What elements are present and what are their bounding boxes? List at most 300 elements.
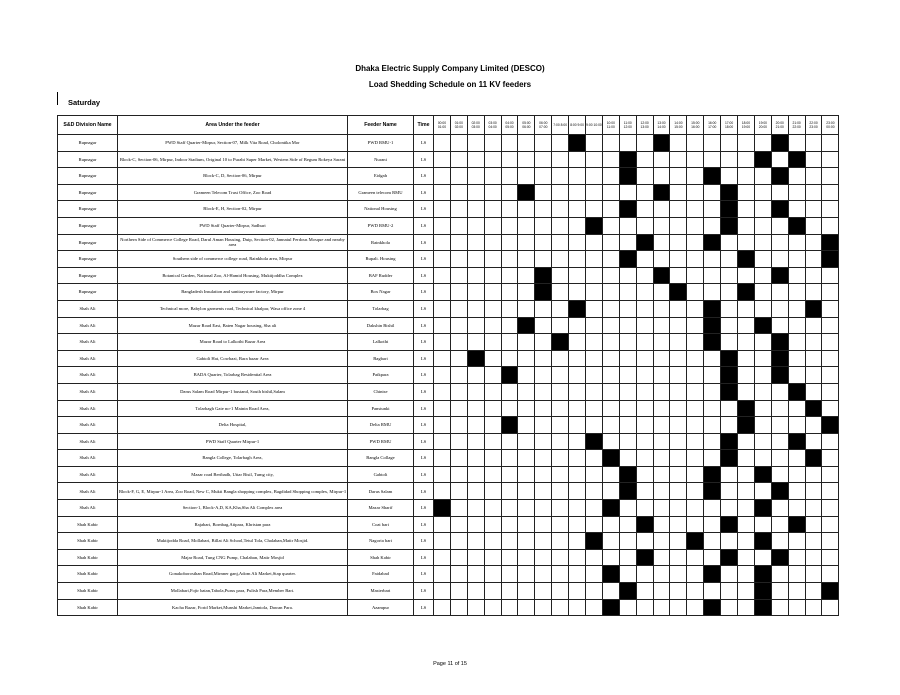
slot-cell [653,284,670,301]
slot-cell [822,284,839,301]
slot-cell [586,284,603,301]
division-cell: Shah Ali [58,466,118,483]
table-row [58,135,839,152]
slot-cell [484,350,501,367]
slot-cell [569,217,586,234]
slot-cell [434,433,451,450]
load-shed-slot [754,566,771,583]
slot-cell [805,583,822,600]
load-shed-slot [535,284,552,301]
slot-cell [771,516,788,533]
slot-cell [586,234,603,251]
slot-cell [552,400,569,417]
load-shed-slot [721,549,738,566]
area-cell: Darus Salam Road Mirpur-1 bustand, South bishil,Salam [118,383,348,400]
slot-cell [602,317,619,334]
slot-cell [586,549,603,566]
load-shed-slot [586,533,603,550]
feeder-cell: Bangla Collage [348,450,414,467]
slot-cell [586,383,603,400]
slot-cell [434,284,451,301]
load-shed-slot [687,533,704,550]
slot-cell [569,334,586,351]
slot-cell [653,549,670,566]
load-shed-slot [619,201,636,218]
load-shed-slot [467,350,484,367]
slot-cell [754,284,771,301]
slot-cell [704,184,721,201]
division-cell: Rupnagar [58,151,118,168]
slot-cell [586,151,603,168]
time-cell: LS [414,599,434,616]
slot-cell [552,583,569,600]
slot-cell [771,533,788,550]
load-shed-slot [602,450,619,467]
time-cell: LS [414,300,434,317]
slot-cell [721,251,738,268]
slot-cell [687,251,704,268]
load-shed-slot [518,184,535,201]
slot-cell [552,217,569,234]
time-cell: LS [414,549,434,566]
slot-cell [670,483,687,500]
slot-cell [822,184,839,201]
slot-cell [822,317,839,334]
slot-cell [602,516,619,533]
slot-cell [602,217,619,234]
slot-cell [687,234,704,251]
slot-cell [467,168,484,185]
time-slot-header: 16:00 17:00 [704,116,721,135]
slot-cell [670,566,687,583]
slot-cell [518,135,535,152]
time-cell: LS [414,383,434,400]
slot-cell [653,433,670,450]
feeder-cell: Darus Salam [348,483,414,500]
load-shed-slot [738,417,755,434]
slot-cell [636,217,653,234]
slot-cell [754,483,771,500]
slot-cell [687,184,704,201]
slot-cell [602,251,619,268]
slot-cell [653,367,670,384]
division-cell: Shah Ali [58,350,118,367]
feeder-cell: National Housing [348,201,414,218]
slot-cell [704,151,721,168]
area-cell: Majar Road, Tung CNG Pump, Chalaban, Matir Mosjid [118,549,348,566]
slot-cell [586,367,603,384]
slot-cell [602,483,619,500]
slot-cell [636,400,653,417]
area-cell: Gonakoborosthan Road,Mirnner ganj,Adom Ali Market,Stap quarter. [118,566,348,583]
slot-cell [738,234,755,251]
slot-cell [518,267,535,284]
slot-cell [636,566,653,583]
table-row [58,500,839,517]
slot-cell [771,251,788,268]
slot-cell [552,433,569,450]
slot-cell [687,383,704,400]
slot-cell [805,350,822,367]
slot-cell [602,201,619,218]
time-slot-header: 05:00 06:00 [518,116,535,135]
slot-cell [619,417,636,434]
slot-cell [484,251,501,268]
slot-cell [771,284,788,301]
slot-cell [619,367,636,384]
time-cell: LS [414,450,434,467]
slot-cell [535,417,552,434]
slot-cell [805,483,822,500]
load-shed-slot [788,217,805,234]
slot-cell [619,400,636,417]
division-cell: Shah Ali [58,450,118,467]
slot-cell [535,533,552,550]
slot-cell [805,466,822,483]
load-shed-slot [771,334,788,351]
slot-cell [653,217,670,234]
slot-cell [569,566,586,583]
load-shed-slot [704,483,721,500]
table-row [58,184,839,201]
slot-cell [687,267,704,284]
slot-cell [738,151,755,168]
slot-cell [450,300,467,317]
slot-cell [434,516,451,533]
slot-cell [484,400,501,417]
slot-cell [467,500,484,517]
slot-cell [822,549,839,566]
slot-cell [484,466,501,483]
slot-cell [721,599,738,616]
slot-cell [535,383,552,400]
slot-cell [822,433,839,450]
slot-cell [653,533,670,550]
feeder-cell: Gabtoli [348,466,414,483]
slot-cell [653,201,670,218]
slot-cell [670,234,687,251]
load-shed-slot [805,300,822,317]
load-shed-slot [501,417,518,434]
load-shed-slot [754,583,771,600]
day-label: Saturday [68,98,101,107]
slot-cell [771,217,788,234]
feeder-cell: Delta RMU [348,417,414,434]
slot-cell [670,168,687,185]
slot-cell [569,400,586,417]
time-slot-header: 13:00 14:00 [653,116,670,135]
load-shed-slot [754,317,771,334]
time-slot-header: 03:00 04:00 [484,116,501,135]
slot-cell [619,549,636,566]
slot-cell [569,516,586,533]
slot-cell [754,251,771,268]
area-cell: Block-C, D, Section-06, Mirpur [118,168,348,185]
slot-cell [569,151,586,168]
slot-cell [670,300,687,317]
feeder-cell: Tolarbag [348,300,414,317]
slot-cell [788,483,805,500]
slot-cell [467,417,484,434]
slot-cell [434,450,451,467]
slot-cell [484,566,501,583]
day-heading [57,92,100,105]
slot-cell [670,583,687,600]
slot-cell [569,267,586,284]
slot-cell [619,234,636,251]
slot-cell [535,184,552,201]
slot-cell [552,483,569,500]
slot-cell [501,317,518,334]
feeder-cell: Masterbari [348,583,414,600]
slot-cell [586,566,603,583]
table-row [58,267,839,284]
slot-cell [434,168,451,185]
slot-cell [484,583,501,600]
slot-cell [738,500,755,517]
slot-cell [822,450,839,467]
slot-cell [501,151,518,168]
load-shed-slot [586,433,603,450]
slot-cell [569,251,586,268]
slot-cell [450,466,467,483]
slot-cell [467,317,484,334]
table-row [58,334,839,351]
table-row [58,234,839,251]
slot-cell [822,350,839,367]
slot-cell [450,267,467,284]
feeder-cell: Lalkothi [348,334,414,351]
time-cell: LS [414,251,434,268]
slot-cell [788,450,805,467]
slot-cell [721,151,738,168]
division-cell: Rupnagar [58,267,118,284]
slot-cell [788,184,805,201]
slot-cell [501,350,518,367]
slot-cell [501,516,518,533]
slot-cell [586,184,603,201]
slot-cell [788,201,805,218]
slot-cell [484,168,501,185]
slot-cell [569,383,586,400]
time-cell: LS [414,334,434,351]
slot-cell [484,533,501,550]
slot-cell [822,267,839,284]
load-shed-slot [653,135,670,152]
slot-cell [484,217,501,234]
time-slot-header: 15:00 16:00 [687,116,704,135]
slot-cell [738,450,755,467]
slot-cell [788,284,805,301]
slot-cell [552,500,569,517]
division-cell: Shah Ali [58,334,118,351]
slot-cell [788,267,805,284]
slot-cell [636,383,653,400]
slot-cell [552,516,569,533]
slot-cell [636,317,653,334]
time-slot-header: 9:00 10:00 [586,116,603,135]
slot-cell [670,450,687,467]
slot-cell [704,400,721,417]
slot-cell [805,383,822,400]
slot-cell [636,184,653,201]
feeder-cell: Azampur [348,599,414,616]
slot-cell [467,566,484,583]
slot-cell [501,267,518,284]
division-cell: Shah Ali [58,383,118,400]
slot-cell [704,284,721,301]
feeder-cell: Coat bari [348,516,414,533]
slot-cell [636,533,653,550]
slot-cell [636,450,653,467]
slot-cell [636,151,653,168]
slot-cell [467,334,484,351]
slot-cell [670,217,687,234]
slot-cell [484,549,501,566]
slot-cell [771,466,788,483]
slot-cell [569,450,586,467]
area-cell: Mazar Road to Lalkothi Bazar Area [118,334,348,351]
time-slot-header: 17:00 18:00 [721,116,738,135]
slot-cell [704,500,721,517]
slot-cell [484,135,501,152]
slot-cell [501,583,518,600]
time-cell: LS [414,516,434,533]
slot-cell [450,500,467,517]
slot-cell [805,516,822,533]
slot-cell [738,267,755,284]
table-row [58,300,839,317]
load-shed-slot [771,549,788,566]
slot-cell [670,151,687,168]
company-title: Dhaka Electric Supply Company Limited (DESCO) [355,64,545,73]
slot-cell [518,300,535,317]
slot-cell [805,533,822,550]
slot-cell [602,151,619,168]
slot-cell [602,284,619,301]
slot-cell [771,599,788,616]
slot-cell [687,549,704,566]
slot-cell [704,383,721,400]
slot-cell [619,317,636,334]
table-row [58,168,839,185]
slot-cell [518,549,535,566]
slot-cell [822,151,839,168]
slot-cell [721,583,738,600]
slot-cell [467,383,484,400]
slot-cell [518,234,535,251]
slot-cell [602,184,619,201]
slot-cell [771,417,788,434]
slot-cell [788,417,805,434]
time-slot-header: 20:00 21:00 [771,116,788,135]
load-shed-slot [721,201,738,218]
feeder-cell: PWD RMU [348,433,414,450]
load-shed-slot [569,300,586,317]
slot-cell [738,201,755,218]
page-number: Page 11 of 15 [433,661,467,667]
feeder-cell: Nurani [348,151,414,168]
slot-cell [619,599,636,616]
slot-cell [586,267,603,284]
division-cell: Rupnagar [58,217,118,234]
slot-cell [535,251,552,268]
division-cell: Shah Kabir [58,583,118,600]
slot-cell [467,151,484,168]
slot-cell [822,516,839,533]
slot-cell [484,300,501,317]
slot-cell [754,450,771,467]
slot-cell [619,300,636,317]
slot-cell [738,433,755,450]
slot-cell [518,566,535,583]
slot-cell [552,566,569,583]
slot-cell [619,267,636,284]
slot-cell [501,334,518,351]
slot-cell [653,500,670,517]
slot-cell [636,433,653,450]
slot-cell [467,583,484,600]
slot-cell [569,533,586,550]
slot-cell [434,566,451,583]
area-cell: Block-C, Section-06, Mirpur, Indoor Stadium, Original 10 to Purabi Super Market, Western Side of Begum Rokeya Sarani [118,151,348,168]
slot-cell [569,350,586,367]
slot-cell [805,267,822,284]
slot-cell [535,400,552,417]
slot-cell [822,217,839,234]
slot-cell [771,400,788,417]
slot-cell [754,367,771,384]
slot-cell [484,599,501,616]
feeder-cell: Box Nagar [348,284,414,301]
slot-cell [552,417,569,434]
slot-cell [636,583,653,600]
slot-cell [653,334,670,351]
slot-cell [450,400,467,417]
load-shed-slot [653,267,670,284]
feeder-cell: Faidabad [348,566,414,583]
slot-cell [619,217,636,234]
slot-cell [484,483,501,500]
slot-cell [704,516,721,533]
slot-cell [484,284,501,301]
slot-cell [552,251,569,268]
table-row [58,599,839,616]
slot-cell [501,284,518,301]
slot-cell [738,383,755,400]
slot-cell [738,350,755,367]
slot-cell [535,549,552,566]
slot-cell [552,367,569,384]
load-shed-slot [738,251,755,268]
slot-cell [552,201,569,218]
slot-cell [434,234,451,251]
load-shed-slot [771,483,788,500]
slot-cell [687,367,704,384]
area-cell: Mollabari,Fojir batan,Tabola,Purus para, Pulish Para,Member Bari. [118,583,348,600]
slot-cell [552,151,569,168]
division-cell: Shah Kabir [58,533,118,550]
slot-cell [653,300,670,317]
slot-cell [535,566,552,583]
slot-cell [822,135,839,152]
load-shed-slot [788,151,805,168]
slot-cell [501,168,518,185]
slot-cell [467,533,484,550]
slot-cell [805,201,822,218]
feeder-cell: Chinise [348,383,414,400]
time-cell: LS [414,217,434,234]
